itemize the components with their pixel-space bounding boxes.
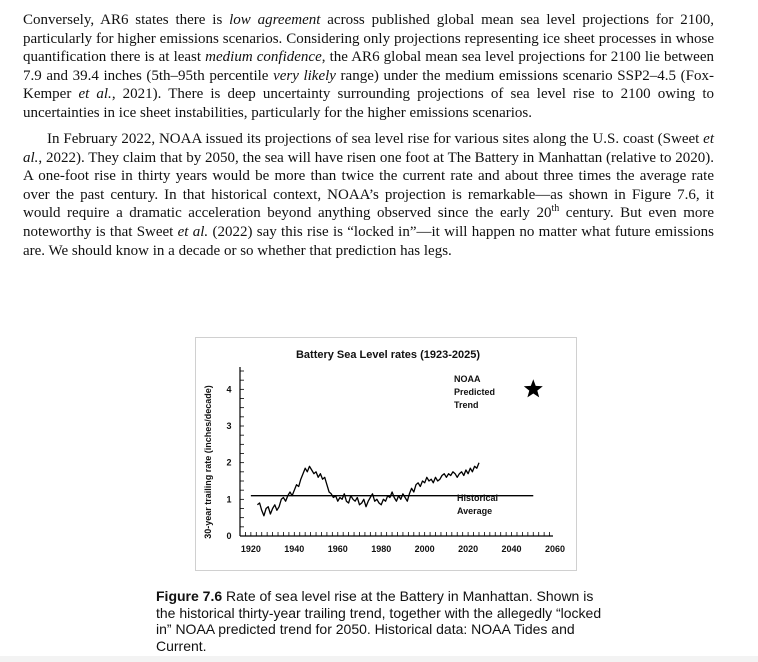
italic-run: et al. xyxy=(78,86,112,103)
italic-run: very likely xyxy=(273,67,336,84)
noaa-label-line-2: Predicted xyxy=(454,387,496,397)
x-tick-label: 2020 xyxy=(458,544,479,554)
paragraph-ar6-agreement xyxy=(23,11,714,123)
trend-series-line xyxy=(257,463,479,516)
y-tick-label: 2 xyxy=(226,457,232,468)
y-tick-label: 3 xyxy=(226,421,232,431)
italic-run: et al. xyxy=(23,131,714,166)
figure-caption xyxy=(156,588,608,654)
text-run: (2022) say this rise is “locked in”—it will happen no matter what future emissions are. We should know in a decade or so whether that prediction has legs. xyxy=(23,223,714,259)
x-tick-label: 1940 xyxy=(284,544,305,554)
text-run: Conversely, AR6 states there is xyxy=(23,12,230,28)
x-tick-label: 2060 xyxy=(544,544,566,554)
noaa-predicted-star-icon xyxy=(524,379,543,397)
text-run: , 2021). There is deep uncertainty surrounding projections of sea level rise to 2100 owing to uncertainties in ice sheet instabilities, particularly for the higher emissions scenarios. xyxy=(23,86,715,121)
caption-text: Rate of sea level rise at the Battery in Manhattan. Shown is the historical thirty-year trailing trend, together with the allegedly “locked in” NOAA predicted trend for 2050. Historical data: NOAA Tides and Current. xyxy=(156,588,602,654)
x-tick-label: 1980 xyxy=(371,544,392,554)
chart-axes xyxy=(226,367,565,554)
y-axis-label: 30-year trailing rate (inches/decade) xyxy=(203,385,213,539)
x-tick-label: 1960 xyxy=(327,544,348,554)
superscript-run: th xyxy=(551,203,560,215)
paragraph-noaa-projection xyxy=(23,130,714,260)
historical-label-line-1: Historical xyxy=(457,493,499,503)
figure-7-6-chart xyxy=(195,337,575,569)
italic-run: low agreement xyxy=(229,12,321,28)
chart-plot-area xyxy=(251,379,543,516)
text-run: across published global mean sea level projections for 2100, particularly for higher emissions scenarios. Considering only projections representing ice sheet processes in whose quantification there is at least xyxy=(23,12,714,66)
text-run: century. But even more noteworthy is that Sweet xyxy=(23,205,715,240)
noaa-label-line-3: Trend xyxy=(454,400,479,410)
y-tick-label: 1 xyxy=(226,494,232,505)
page-bottom-edge xyxy=(0,656,758,662)
x-tick-label: 2040 xyxy=(501,544,522,554)
historical-label-line-2: Average xyxy=(457,506,493,516)
x-tick-label: 1920 xyxy=(240,544,261,554)
text-run: , 2022). They claim that by 2050, the sea will have risen one foot at The Battery in Manhattan (relative to 2020). A one-foot rise in thirty years would be more than twice the current rate and about three times the average rate over the past century. In that historical context, NOAA’s projection is remarkable—as shown in Figure 7.6, it would require a dramatic acceleration beyond anything observed since the early 20 xyxy=(23,149,714,222)
y-tick-label: 0 xyxy=(226,531,232,541)
text-run: , the AR6 global mean sea level projections for 2100 lie between 7.9 and 39.4 inches (5th–95th percentile xyxy=(23,49,714,84)
chart-title: Battery Sea Level rates (1923-2025) xyxy=(295,349,481,361)
x-tick-label: 2000 xyxy=(414,544,435,554)
italic-run: et al. xyxy=(177,223,209,240)
noaa-label-line-1: NOAA xyxy=(454,374,481,384)
text-run: range) under the medium emissions scenario SSP2–4.5 (Fox-Kemper xyxy=(23,67,714,103)
italic-run: medium confidence xyxy=(205,49,322,66)
text-run: In February 2022, NOAA issued its projections of sea level rise for various sites along the U.S. coast (Sweet xyxy=(47,131,704,147)
caption-label: Figure 7.6 xyxy=(156,588,223,604)
y-tick-label: 4 xyxy=(226,384,232,395)
